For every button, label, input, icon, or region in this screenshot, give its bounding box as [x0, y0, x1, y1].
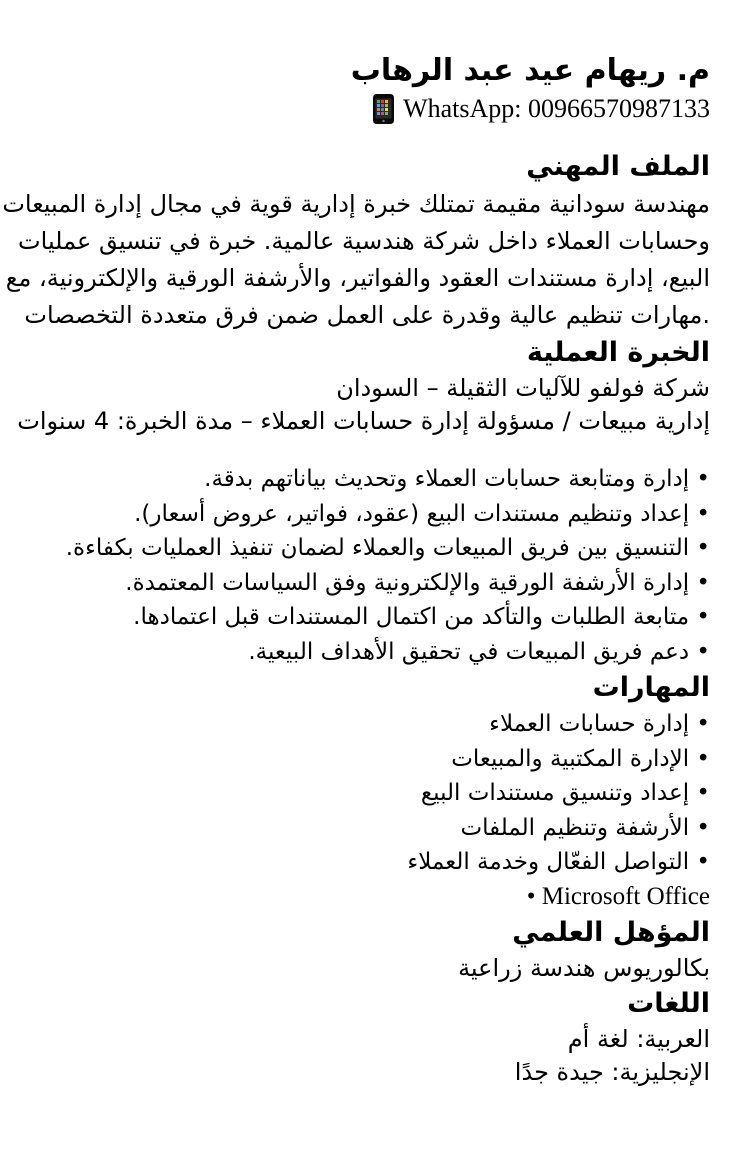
profile-paragraph-line: البيع، إدارة مستندات العقود والفواتير، والأرشفة الورقية والإلكترونية، مع	[5, 264, 710, 292]
skill-item: • إعداد وتنسيق مستندات البيع	[420, 780, 710, 806]
experience-bullet: • دعم فريق المبيعات في تحقيق الأهداف البيعية.	[248, 638, 710, 665]
skill-item: Microsoft Office •	[526, 882, 710, 910]
experience-bullet: • إدارة الأرشفة الورقية والإلكترونية وفق السياسات المعتمدة.	[125, 569, 710, 596]
section-title-education: المؤهل العلمي	[512, 917, 710, 948]
profile-paragraph-line: .مهارات تنظيم عالية وقدرة على العمل ضمن فرق متعددة التخصصات	[24, 301, 710, 329]
whatsapp-number: WhatsApp: 00966570987133	[403, 94, 710, 123]
spacer	[28, 438, 710, 462]
language-item: العربية: لغة أم	[567, 1025, 710, 1053]
skills-list	[28, 707, 710, 914]
skill-item: • الأرشفة وتنظيم الملفات	[460, 814, 710, 841]
degree: بكالوريوس هندسة زراعية	[458, 954, 710, 982]
section-title-skills: المهارات	[592, 672, 710, 703]
whatsapp-line	[28, 92, 710, 126]
experience-bullet: • إدارة ومتابعة حسابات العملاء وتحديث بياناتهم بدقة.	[204, 466, 710, 492]
section-title-profile: الملف المهني	[526, 151, 710, 182]
skill-item: • الإدارة المكتبية والمبيعات	[451, 745, 710, 772]
language-item: الإنجليزية: جيدة جدًا	[514, 1058, 710, 1086]
experience-bullet-list	[28, 462, 710, 669]
experience-bullet: • إعداد وتنظيم مستندات البيع (عقود، فواتير، عروض أسعار).	[134, 500, 710, 527]
skill-item: • التواصل الفعّال وخدمة العملاء	[407, 849, 710, 875]
languages-list	[28, 1023, 710, 1089]
profile-paragraph-line: مهندسة سودانية مقيمة تمتلك خبرة إدارية قوية في مجال إدارة المبيعات	[2, 190, 710, 218]
job-title: إدارية مبيعات / مسؤولة إدارة حسابات العملاء – مدة الخبرة: 4 سنوات	[17, 407, 710, 435]
profile-paragraph	[2, 186, 710, 334]
profile-paragraph-line: وحسابات العملاء داخل شركة هندسية عالمية. خبرة في تنسيق عمليات	[18, 227, 710, 255]
experience-bullet: • متابعة الطلبات والتأكد من اكتمال المستندات قبل اعتمادها.	[133, 604, 710, 630]
company-name: شركة فولفو للآليات الثقيلة – السودان	[336, 374, 710, 402]
candidate-name: م. ريهام عيد عبد الرهاب	[350, 53, 710, 88]
experience-bullet: • التنسيق بين فريق المبيعات والعملاء لضمان تنفيذ العمليات بكفاءة.	[65, 535, 710, 561]
skill-item: • إدارة حسابات العملاء	[489, 711, 710, 737]
smartphone-icon	[373, 94, 394, 124]
section-title-experience: الخبرة العملية	[526, 337, 710, 368]
section-title-languages: اللغات	[627, 988, 710, 1019]
